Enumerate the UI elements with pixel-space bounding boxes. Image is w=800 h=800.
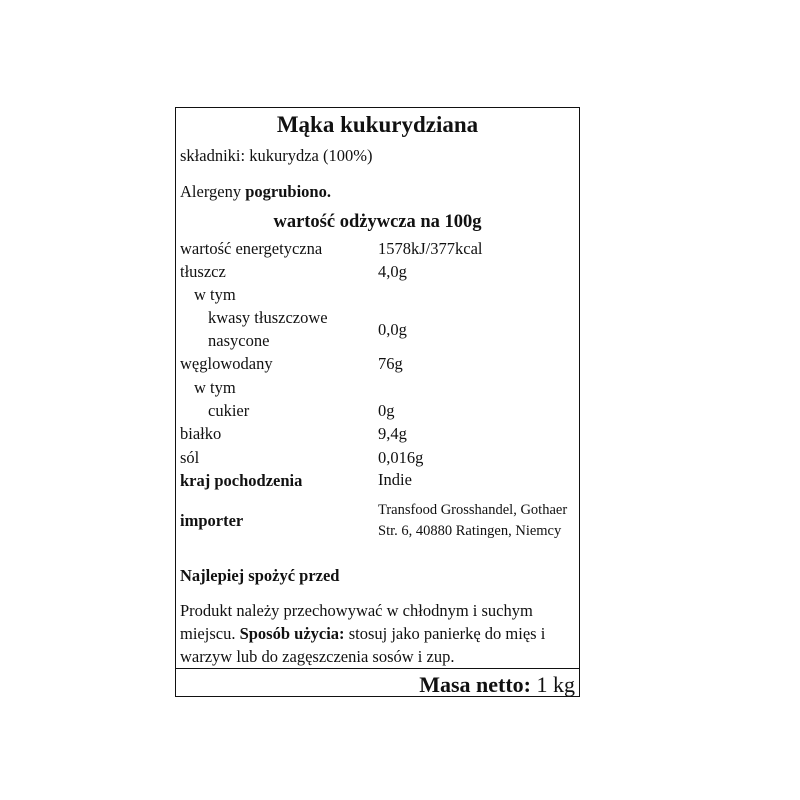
net-weight <box>419 672 575 698</box>
nutrition-label-fat: tłuszcz <box>180 262 226 281</box>
nutrition-value-carbs: 76g <box>378 354 403 373</box>
nutrition-label-salt: sól <box>180 448 200 467</box>
ingredients: składniki: kukurydza (100%) <box>180 146 373 165</box>
origin-value: Indie <box>378 470 412 489</box>
allergens-note <box>180 182 331 202</box>
nutrition-title: wartość odżywcza na 100g <box>273 212 482 232</box>
nutrition-label-carbs: węglowodany <box>180 354 273 373</box>
product-label <box>175 107 580 697</box>
product-title: Mąka kukurydziana <box>276 112 479 137</box>
nutrition-label-of-which-fat: w tym <box>194 285 236 304</box>
storage-text: Produkt należy przechowywać w chłodnym i suchym miejscu. <box>180 601 533 643</box>
divider <box>176 668 579 669</box>
nutrition-value-saturated: 0,0g <box>378 320 407 339</box>
net-weight-label: Masa netto: <box>419 672 531 697</box>
storage-instructions <box>180 599 580 668</box>
nutrition-label-energy: wartość energetyczna <box>180 239 323 258</box>
importer-label: importer <box>180 511 244 530</box>
usage-label: Sposób użycia: <box>239 624 345 643</box>
nutrition-label-saturated: kwasy tłuszczowe <box>208 308 328 327</box>
usage-text: stosuj jako panierkę do mięs i warzyw lub do zagęszczenia sosów i zup. <box>180 624 546 666</box>
nutrition-label-saturated-line2: nasycone <box>208 331 270 350</box>
best-before: Najlepiej spożyć przed <box>180 566 340 585</box>
allergens-prefix: Alergeny <box>180 182 246 201</box>
nutrition-value-energy: 1578kJ/377kcal <box>378 239 483 258</box>
origin-label: kraj pochodzenia <box>180 471 303 490</box>
nutrition-label-of-which-carbs: w tym <box>194 378 236 397</box>
nutrition-label-sugar: cukier <box>208 401 250 420</box>
nutrition-value-sugar: 0g <box>378 401 395 420</box>
net-weight-value: 1 kg <box>531 672 575 697</box>
nutrition-value-protein: 9,4g <box>378 424 407 443</box>
nutrition-value-fat: 4,0g <box>378 262 407 281</box>
importer-value: Transfood Grosshandel, Gothaer Str. 6, 40880 Ratingen, Niemcy <box>378 502 568 539</box>
nutrition-value-salt: 0,016g <box>378 448 424 467</box>
allergens-bold: pogrubiono. <box>245 182 331 201</box>
nutrition-label-protein: białko <box>180 424 222 443</box>
